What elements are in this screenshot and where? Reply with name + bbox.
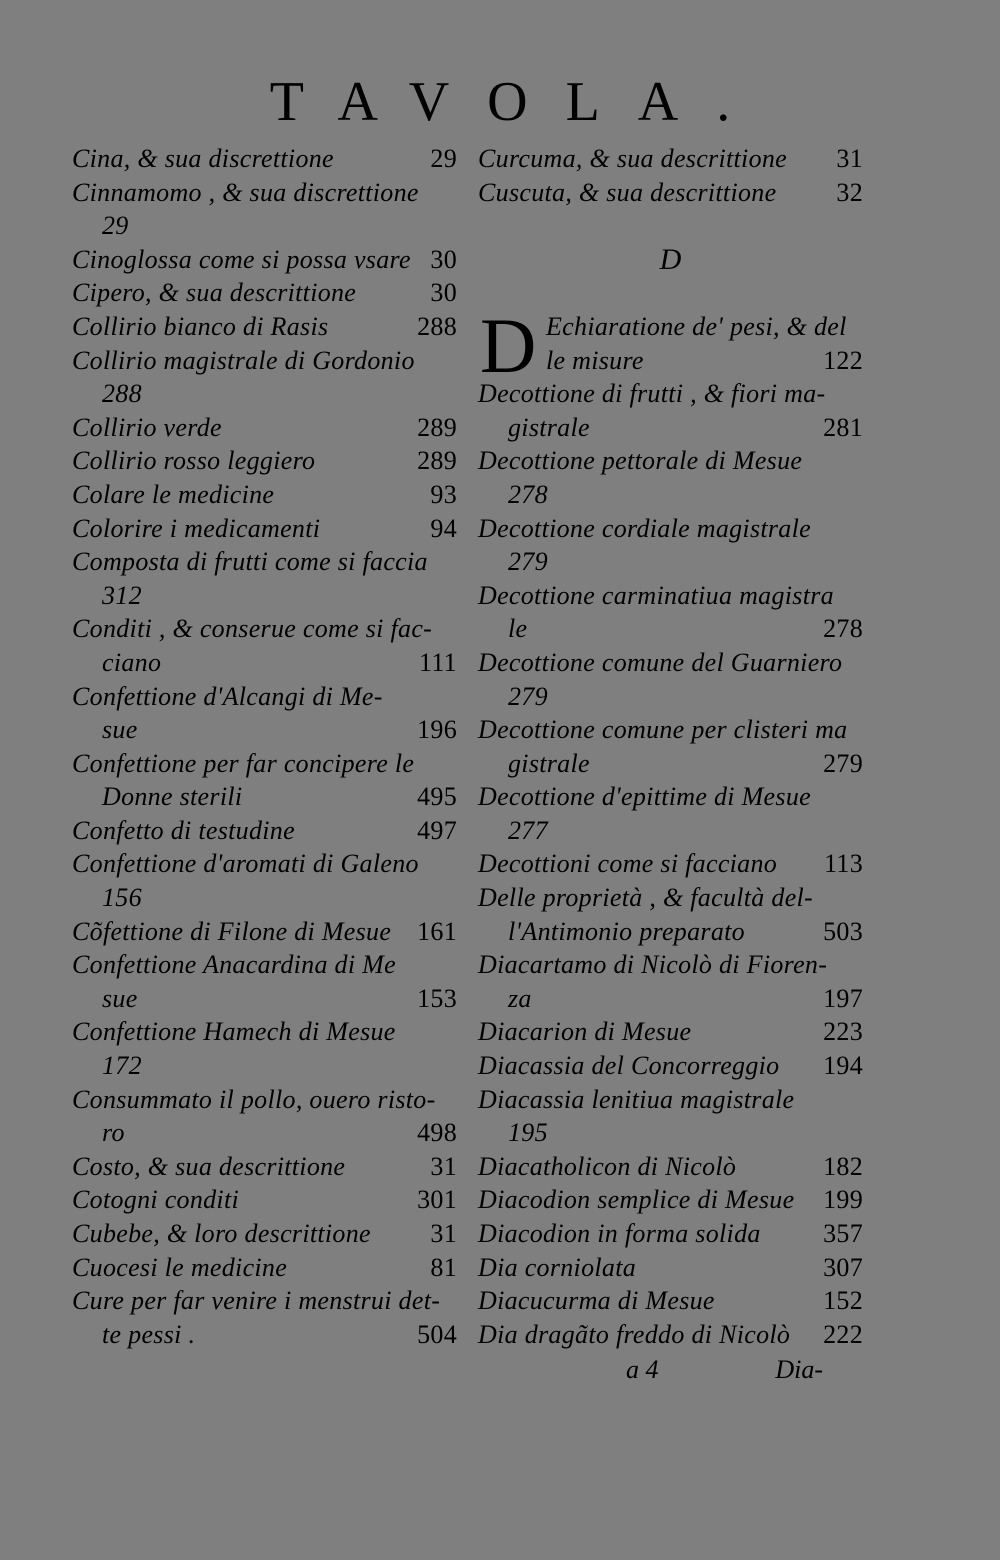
index-entry	[72, 276, 457, 310]
entry-text: Collirio rosso leggiero	[72, 446, 316, 476]
index-entry	[72, 310, 457, 344]
entry-text: Cina, & sua discrettione	[72, 144, 334, 173]
index-entry	[478, 444, 863, 511]
index-entry-line	[72, 344, 457, 378]
index-entry-line	[72, 1150, 457, 1184]
index-entry-line	[72, 680, 457, 714]
entry-text: Conditi , & conserue come si fac-	[72, 614, 433, 644]
entry-text: 195	[508, 1118, 548, 1148]
index-entry-line	[478, 1083, 863, 1117]
index-entry	[478, 1217, 863, 1251]
entry-text: Colorire i medicamenti	[72, 513, 321, 543]
entry-text: Decottione di frutti , & fiori ma-	[478, 379, 826, 409]
signature-mark: a 4	[626, 1355, 659, 1384]
index-entry	[478, 1318, 863, 1352]
index-entry-line	[72, 881, 457, 915]
index-entry	[478, 1049, 863, 1083]
entry-text: Delle proprietà , & facultà del-	[478, 883, 814, 913]
entry-text: Cuscuta, & sua descrittione	[478, 177, 777, 207]
page-number: 32	[836, 177, 863, 207]
entry-text: Confetto di testudine	[72, 815, 295, 845]
page-number: 31	[836, 144, 863, 173]
index-entry	[72, 1150, 457, 1184]
index-entry	[72, 814, 457, 848]
page-number: 222	[823, 1319, 863, 1349]
index-entry	[478, 948, 863, 1015]
entry-text: Consummato il pollo, ouero risto-	[72, 1084, 436, 1114]
index-entry	[72, 915, 457, 949]
index-entry-line	[72, 1318, 457, 1352]
index-entry-line	[72, 612, 457, 646]
page-number: 504	[417, 1319, 457, 1349]
index-entry-line	[72, 780, 457, 814]
page-number: 288	[417, 311, 457, 341]
entry-text: Cubebe, & loro descrittione	[72, 1219, 371, 1248]
index-entry	[478, 512, 863, 579]
entry-text: 29	[102, 211, 129, 241]
page-number: 495	[417, 782, 457, 812]
entry-text: Colare le medicine	[72, 479, 275, 509]
index-entry	[72, 1217, 457, 1251]
index-entry	[72, 411, 457, 445]
page-number: 31	[430, 1219, 457, 1248]
page-number: 197	[823, 983, 863, 1013]
page-number: 111	[419, 647, 457, 677]
index-group-d	[478, 377, 863, 1351]
index-entry-line	[72, 176, 457, 210]
index-entry	[72, 478, 457, 512]
page-number: 153	[417, 983, 457, 1013]
index-entry-line	[72, 209, 457, 243]
entry-text: Costo, & sua descrittione	[72, 1151, 346, 1181]
entry-text: gistrale	[508, 748, 590, 778]
index-entry	[478, 1083, 863, 1150]
entry-text: Diacodion in forma solida	[478, 1219, 761, 1248]
entry-text: Cinnamomo , & sua discrettione	[72, 177, 419, 207]
page-number: 498	[417, 1118, 457, 1148]
entry-text: Decottioni come si facciano	[478, 849, 778, 879]
page-number: 289	[417, 412, 457, 442]
index-entry-line	[478, 1150, 863, 1184]
entry-text: 277	[508, 815, 548, 845]
entry-text: ciano	[102, 647, 162, 677]
index-entry-line	[478, 142, 863, 176]
index-entry-line	[478, 478, 863, 512]
index-entry-line	[72, 1183, 457, 1217]
entry-text: Confettione Hamech di Mesue	[72, 1017, 396, 1047]
entry-text: Diacucurma di Mesue	[478, 1286, 715, 1316]
index-entry	[72, 1251, 457, 1285]
index-entry-line	[72, 646, 457, 680]
index-entry-line	[478, 747, 863, 781]
entry-text: Confettione per far concipere le	[72, 748, 415, 778]
page-number: 278	[823, 614, 863, 644]
entry-text: Curcuma, & sua descrittione	[478, 144, 788, 173]
index-entry	[72, 142, 457, 176]
index-entry-line	[478, 1183, 863, 1217]
page-number: 29	[430, 144, 457, 173]
index-entry-line	[478, 814, 863, 848]
entry-text: Confettione d'aromati di Galeno	[72, 849, 419, 879]
index-entry	[72, 545, 457, 612]
page-number: 223	[823, 1017, 863, 1047]
entry-text: Collirio bianco di Rasis	[72, 311, 329, 341]
index-entry-line	[72, 411, 457, 445]
entry-text: Decottione cordiale magistrale	[478, 513, 811, 543]
index-entry-line	[72, 814, 457, 848]
index-entry-line	[72, 948, 457, 982]
index-entry-line	[72, 276, 457, 310]
entry-text: Diacarion di Mesue	[478, 1017, 692, 1047]
entry-text: Diacatholicon di Nicolò	[478, 1151, 737, 1181]
entry-text: Collirio magistrale di Gordonio	[72, 345, 415, 375]
index-column-right	[478, 142, 863, 1351]
entry-text: Cuocesi le medicine	[72, 1252, 288, 1282]
index-entry-line	[478, 444, 863, 478]
index-entry-line	[546, 344, 863, 378]
index-entry-line	[478, 579, 863, 613]
index-entry-line	[478, 915, 863, 949]
page-number: 30	[430, 244, 457, 274]
index-entry	[72, 176, 457, 243]
entry-text: Diacodion semplice di Mesue	[478, 1185, 795, 1215]
index-entry-line	[72, 444, 457, 478]
entry-text: ro	[102, 1118, 125, 1148]
entry-text: Diacassia lenitiua magistrale	[478, 1084, 795, 1114]
index-entry	[72, 512, 457, 546]
index-entry-line	[72, 847, 457, 881]
index-entry	[478, 142, 863, 176]
page-number: 199	[823, 1185, 863, 1215]
entry-text: le	[508, 614, 528, 644]
entry-text: Cure per far venire i menstrui det-	[72, 1286, 441, 1316]
index-entry-line	[478, 176, 863, 210]
index-entry-line	[72, 1284, 457, 1318]
page-number: 161	[417, 916, 457, 946]
index-entry-line	[72, 1049, 457, 1083]
index-entry-line	[478, 1284, 863, 1318]
index-entry-line	[478, 411, 863, 445]
entry-text: te pessi .	[102, 1319, 196, 1349]
index-entry	[72, 1015, 457, 1082]
page-number: 279	[823, 748, 863, 778]
entry-text: Dia dragãto freddo di Nicolò	[478, 1319, 791, 1349]
entry-text: Diacassia del Concorreggio	[478, 1051, 780, 1081]
page-number: 31	[430, 1151, 457, 1181]
index-entry-line	[478, 545, 863, 579]
index-entry	[72, 1183, 457, 1217]
index-entry-line	[72, 579, 457, 613]
entry-text: Decottione carminatiua magistra	[478, 580, 834, 610]
index-entry	[478, 1284, 863, 1318]
index-entry-line	[72, 982, 457, 1016]
page-number: 497	[417, 815, 457, 845]
entry-text: Decottione comune per clisteri ma	[478, 715, 848, 745]
index-entry	[72, 344, 457, 411]
index-entry	[478, 1251, 863, 1285]
index-entry	[72, 1083, 457, 1150]
entry-text: Cinoglossa come si possa vsare	[72, 244, 411, 274]
entry-text: 156	[102, 883, 142, 913]
index-entry-line	[478, 1217, 863, 1251]
section-letter-d: D	[659, 242, 682, 276]
entry-text: Dia corniolata	[478, 1252, 637, 1282]
index-entry-line	[72, 545, 457, 579]
index-entry-line	[72, 1251, 457, 1285]
entry-text: Decottione pettorale di Mesue	[478, 446, 803, 476]
page-number: 281	[823, 412, 863, 442]
entry-text: 278	[508, 479, 548, 509]
index-entry-line	[478, 680, 863, 714]
entry-text: Cõfettione di Filone di Mesue	[72, 916, 392, 946]
index-entry	[478, 847, 863, 881]
page-number: 301	[417, 1185, 457, 1215]
index-entry-line	[72, 478, 457, 512]
index-entry-line	[478, 1049, 863, 1083]
index-entry-line	[72, 377, 457, 411]
entry-text: sue	[102, 715, 138, 745]
entry-text: Cotogni conditi	[72, 1185, 239, 1215]
entry-text: Decottione d'epittime di Mesue	[478, 782, 811, 812]
index-entry-drop-cap	[478, 301, 863, 389]
index-group-c-continued	[478, 142, 863, 209]
index-entry	[72, 948, 457, 1015]
index-entry	[72, 680, 457, 747]
index-entry-line	[72, 713, 457, 747]
index-entry-line	[546, 310, 863, 344]
catchword: Dia-	[775, 1355, 823, 1384]
index-entry	[478, 713, 863, 780]
index-entry	[478, 176, 863, 210]
entry-text: l'Antimonio preparato	[508, 916, 745, 946]
index-entry	[478, 780, 863, 847]
entry-text: Cipero, & sua descrittione	[72, 278, 357, 308]
index-entry-line	[72, 747, 457, 781]
index-entry	[478, 646, 863, 713]
index-entry	[72, 612, 457, 679]
page-number: 122	[823, 345, 863, 375]
index-column-left	[72, 142, 457, 1351]
page-number: 94	[430, 513, 457, 543]
index-entry	[478, 1015, 863, 1049]
entry-text: Decottione comune del Guarniero	[478, 647, 843, 677]
page-number: 307	[823, 1252, 863, 1282]
index-entry-line	[478, 1318, 863, 1352]
entry-text: 288	[102, 379, 142, 409]
index-entry	[72, 444, 457, 478]
drop-cap-initial: D	[480, 301, 537, 389]
index-entry-line	[478, 881, 863, 915]
index-entry	[72, 1284, 457, 1351]
entry-text: 279	[508, 681, 548, 711]
entry-text: 312	[102, 580, 142, 610]
index-entry-line	[478, 948, 863, 982]
page-number: 152	[823, 1286, 863, 1316]
page-title: TAVOLA.	[269, 71, 769, 133]
index-entry-line	[478, 1251, 863, 1285]
page-number: 113	[824, 849, 863, 879]
page-number: 503	[823, 916, 863, 946]
index-entry-line	[478, 646, 863, 680]
entry-text: Diacartamo di Nicolò di Fioren-	[478, 950, 828, 980]
index-entry	[478, 579, 863, 646]
index-entry	[478, 1150, 863, 1184]
index-entry-line	[72, 512, 457, 546]
entry-text: Donne sterili	[102, 782, 243, 812]
index-entry-line	[478, 847, 863, 881]
entry-text: 279	[508, 547, 548, 577]
entry-text: sue	[102, 983, 138, 1013]
index-entry-line	[478, 512, 863, 546]
index-entry	[72, 747, 457, 814]
index-entry	[478, 1183, 863, 1217]
index-entry-line	[478, 1015, 863, 1049]
index-entry-line	[72, 142, 457, 176]
entry-text: Confettione d'Alcangi di Me-	[72, 681, 383, 711]
entry-text: gistrale	[508, 412, 590, 442]
index-entry-line	[478, 780, 863, 814]
index-entry-line	[478, 713, 863, 747]
page-number: 196	[417, 715, 457, 745]
page-number: 30	[430, 278, 457, 308]
entry-text: 172	[102, 1051, 142, 1081]
page-number: 289	[417, 446, 457, 476]
index-entry-line	[72, 1015, 457, 1049]
entry-text: Confettione Anacardina di Me	[72, 950, 396, 980]
page-number: 81	[430, 1252, 457, 1282]
index-entry	[478, 881, 863, 948]
entry-text: za	[508, 983, 532, 1013]
page-number: 93	[430, 479, 457, 509]
index-entry-line	[72, 1217, 457, 1251]
index-entry-line	[72, 1083, 457, 1117]
entry-text: Composta di frutti come si faccia	[72, 547, 428, 577]
index-entry	[72, 847, 457, 914]
entry-text: Collirio verde	[72, 412, 222, 442]
index-entry	[72, 243, 457, 277]
index-entry-line	[72, 1116, 457, 1150]
index-entry-line	[72, 243, 457, 277]
index-entry-line	[72, 310, 457, 344]
index-entry-line	[478, 982, 863, 1016]
index-entry-line	[478, 612, 863, 646]
page-number: 357	[823, 1219, 863, 1248]
entry-text: le misure	[546, 345, 644, 375]
entry-text: Echiaratione de' pesi, & del	[546, 311, 847, 341]
page-number: 194	[823, 1051, 863, 1081]
index-entry-line	[72, 915, 457, 949]
index-entry-line	[478, 1116, 863, 1150]
page-number: 182	[823, 1151, 863, 1181]
